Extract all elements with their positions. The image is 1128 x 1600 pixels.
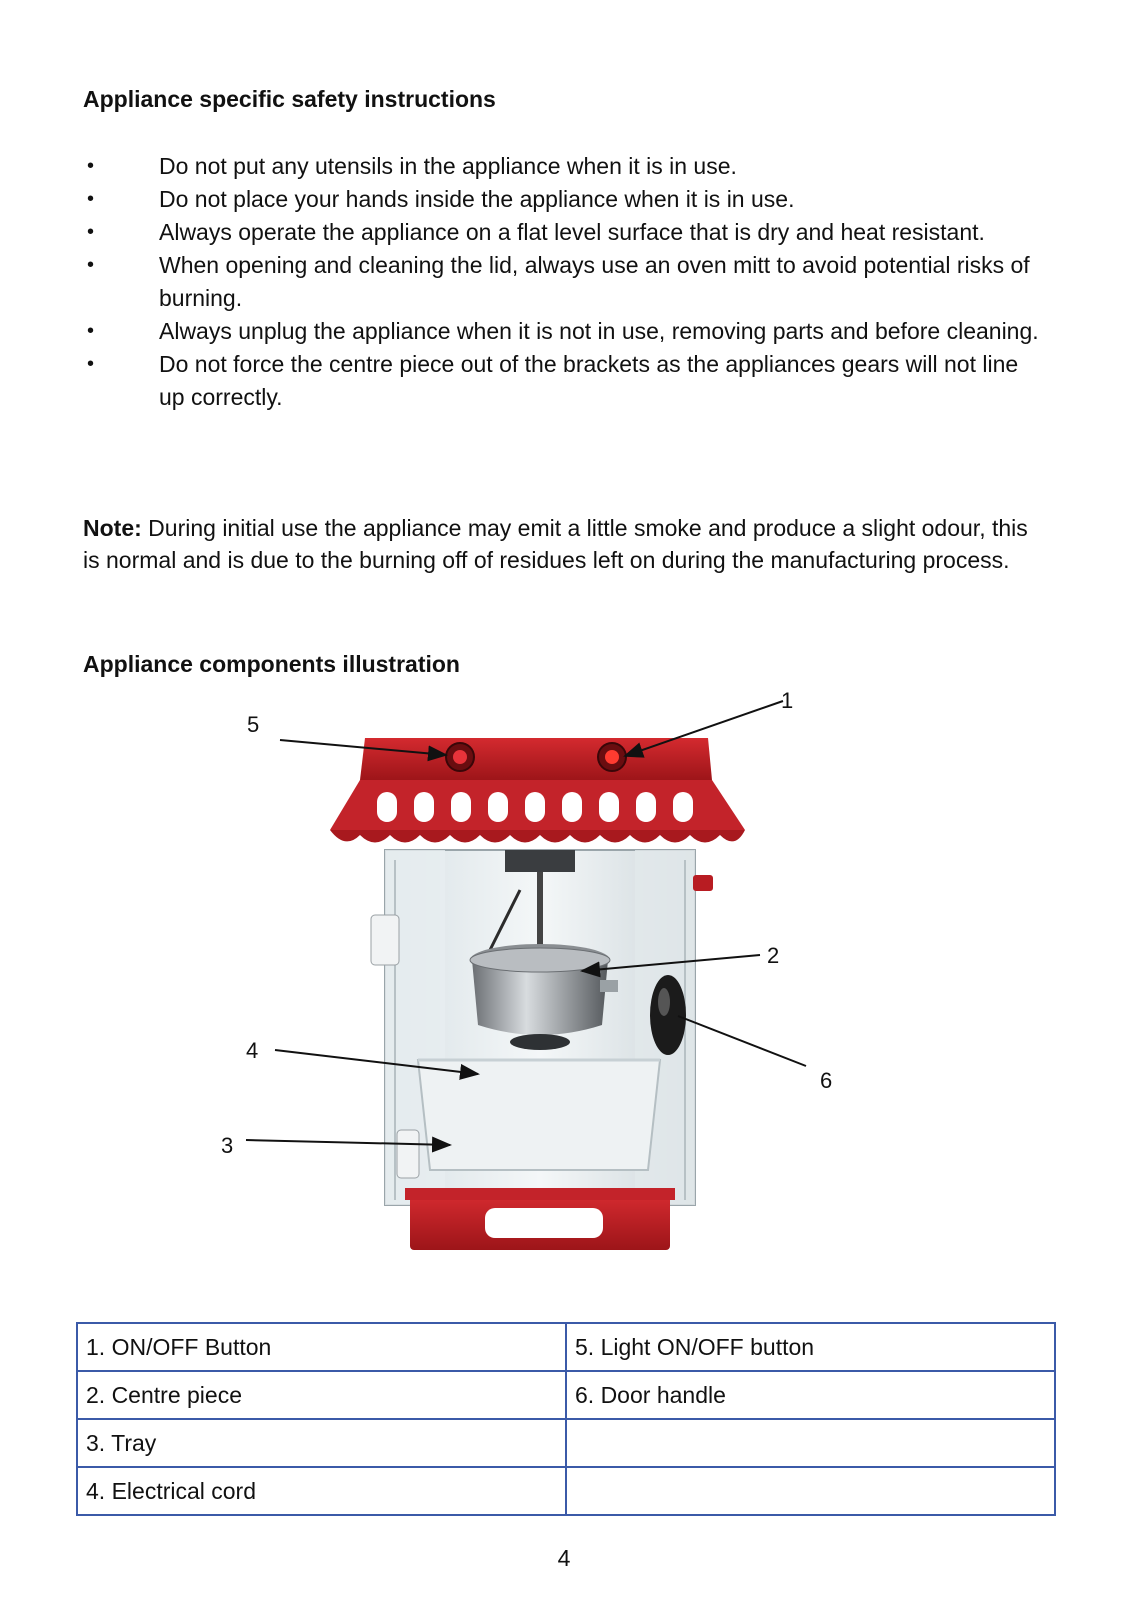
callout-label-3: 3 (221, 1133, 234, 1158)
bullet-text: Do not put any utensils in the appliance when it is in use. (159, 153, 737, 179)
door-handle-icon (650, 975, 686, 1055)
table-cell: 3. Tray (77, 1419, 566, 1467)
components-heading: Appliance components illustration (83, 651, 460, 677)
table-cell: 5. Light ON/OFF button (566, 1323, 1055, 1371)
table-row (77, 1323, 1055, 1371)
bullet-text: Always unplug the appliance when it is not in use, removing parts and before cleaning. (159, 318, 1039, 344)
list-item (83, 183, 1043, 216)
table-row (77, 1467, 1055, 1515)
bullet-text: Do not force the centre piece out of the brackets as the appliances gears will not line up correctly. (159, 351, 1019, 410)
table-cell: 6. Door handle (566, 1371, 1055, 1419)
callout-label-2: 2 (767, 943, 780, 968)
bullet-text: Always operate the appliance on a flat level surface that is dry and heat resistant. (159, 219, 985, 245)
table-cell: 2. Centre piece (77, 1371, 566, 1419)
popcorn-machine-illustration (0, 680, 1128, 1290)
table-cell: 4. Electrical cord (77, 1467, 566, 1515)
bullet-text: Do not place your hands inside the appliance when it is in use. (159, 186, 795, 212)
table-cell (566, 1419, 1055, 1467)
table-row (77, 1419, 1055, 1467)
bullet-icon: • (87, 320, 95, 342)
list-item (83, 150, 1043, 183)
bullet-icon: • (87, 353, 95, 375)
bullet-icon: • (87, 188, 95, 210)
callout-label-1: 1 (781, 688, 794, 713)
note-paragraph (83, 512, 1043, 576)
note-label: Note: (83, 515, 142, 541)
safety-bullet-list (83, 150, 1043, 414)
bullet-text: When opening and cleaning the lid, always use an oven mitt to avoid potential risks of burning. (159, 252, 1030, 311)
bullet-icon: • (87, 155, 95, 177)
list-item (83, 315, 1043, 348)
red-base (405, 1188, 675, 1250)
page-number: 4 (557, 1545, 571, 1571)
list-item (83, 216, 1043, 249)
tray (418, 1060, 660, 1170)
safety-heading: Appliance specific safety instructions (83, 86, 496, 112)
bullet-icon: • (87, 221, 95, 243)
callout-arrow-6 (678, 1016, 806, 1066)
callout-label-6: 6 (820, 1068, 833, 1093)
table-row (77, 1371, 1055, 1419)
bullet-icon: • (87, 254, 95, 276)
table-cell (566, 1467, 1055, 1515)
callout-label-5: 5 (247, 712, 260, 737)
list-item (83, 348, 1043, 414)
components-table (76, 1322, 1056, 1516)
table-cell: 1. ON/OFF Button (77, 1323, 566, 1371)
note-text: During initial use the appliance may emit a little smoke and produce a slight odour, this is normal and is due to the burning off of residues left on during the manufacturing process. (83, 515, 1028, 573)
list-item (83, 249, 1043, 315)
callout-label-4: 4 (246, 1038, 259, 1063)
